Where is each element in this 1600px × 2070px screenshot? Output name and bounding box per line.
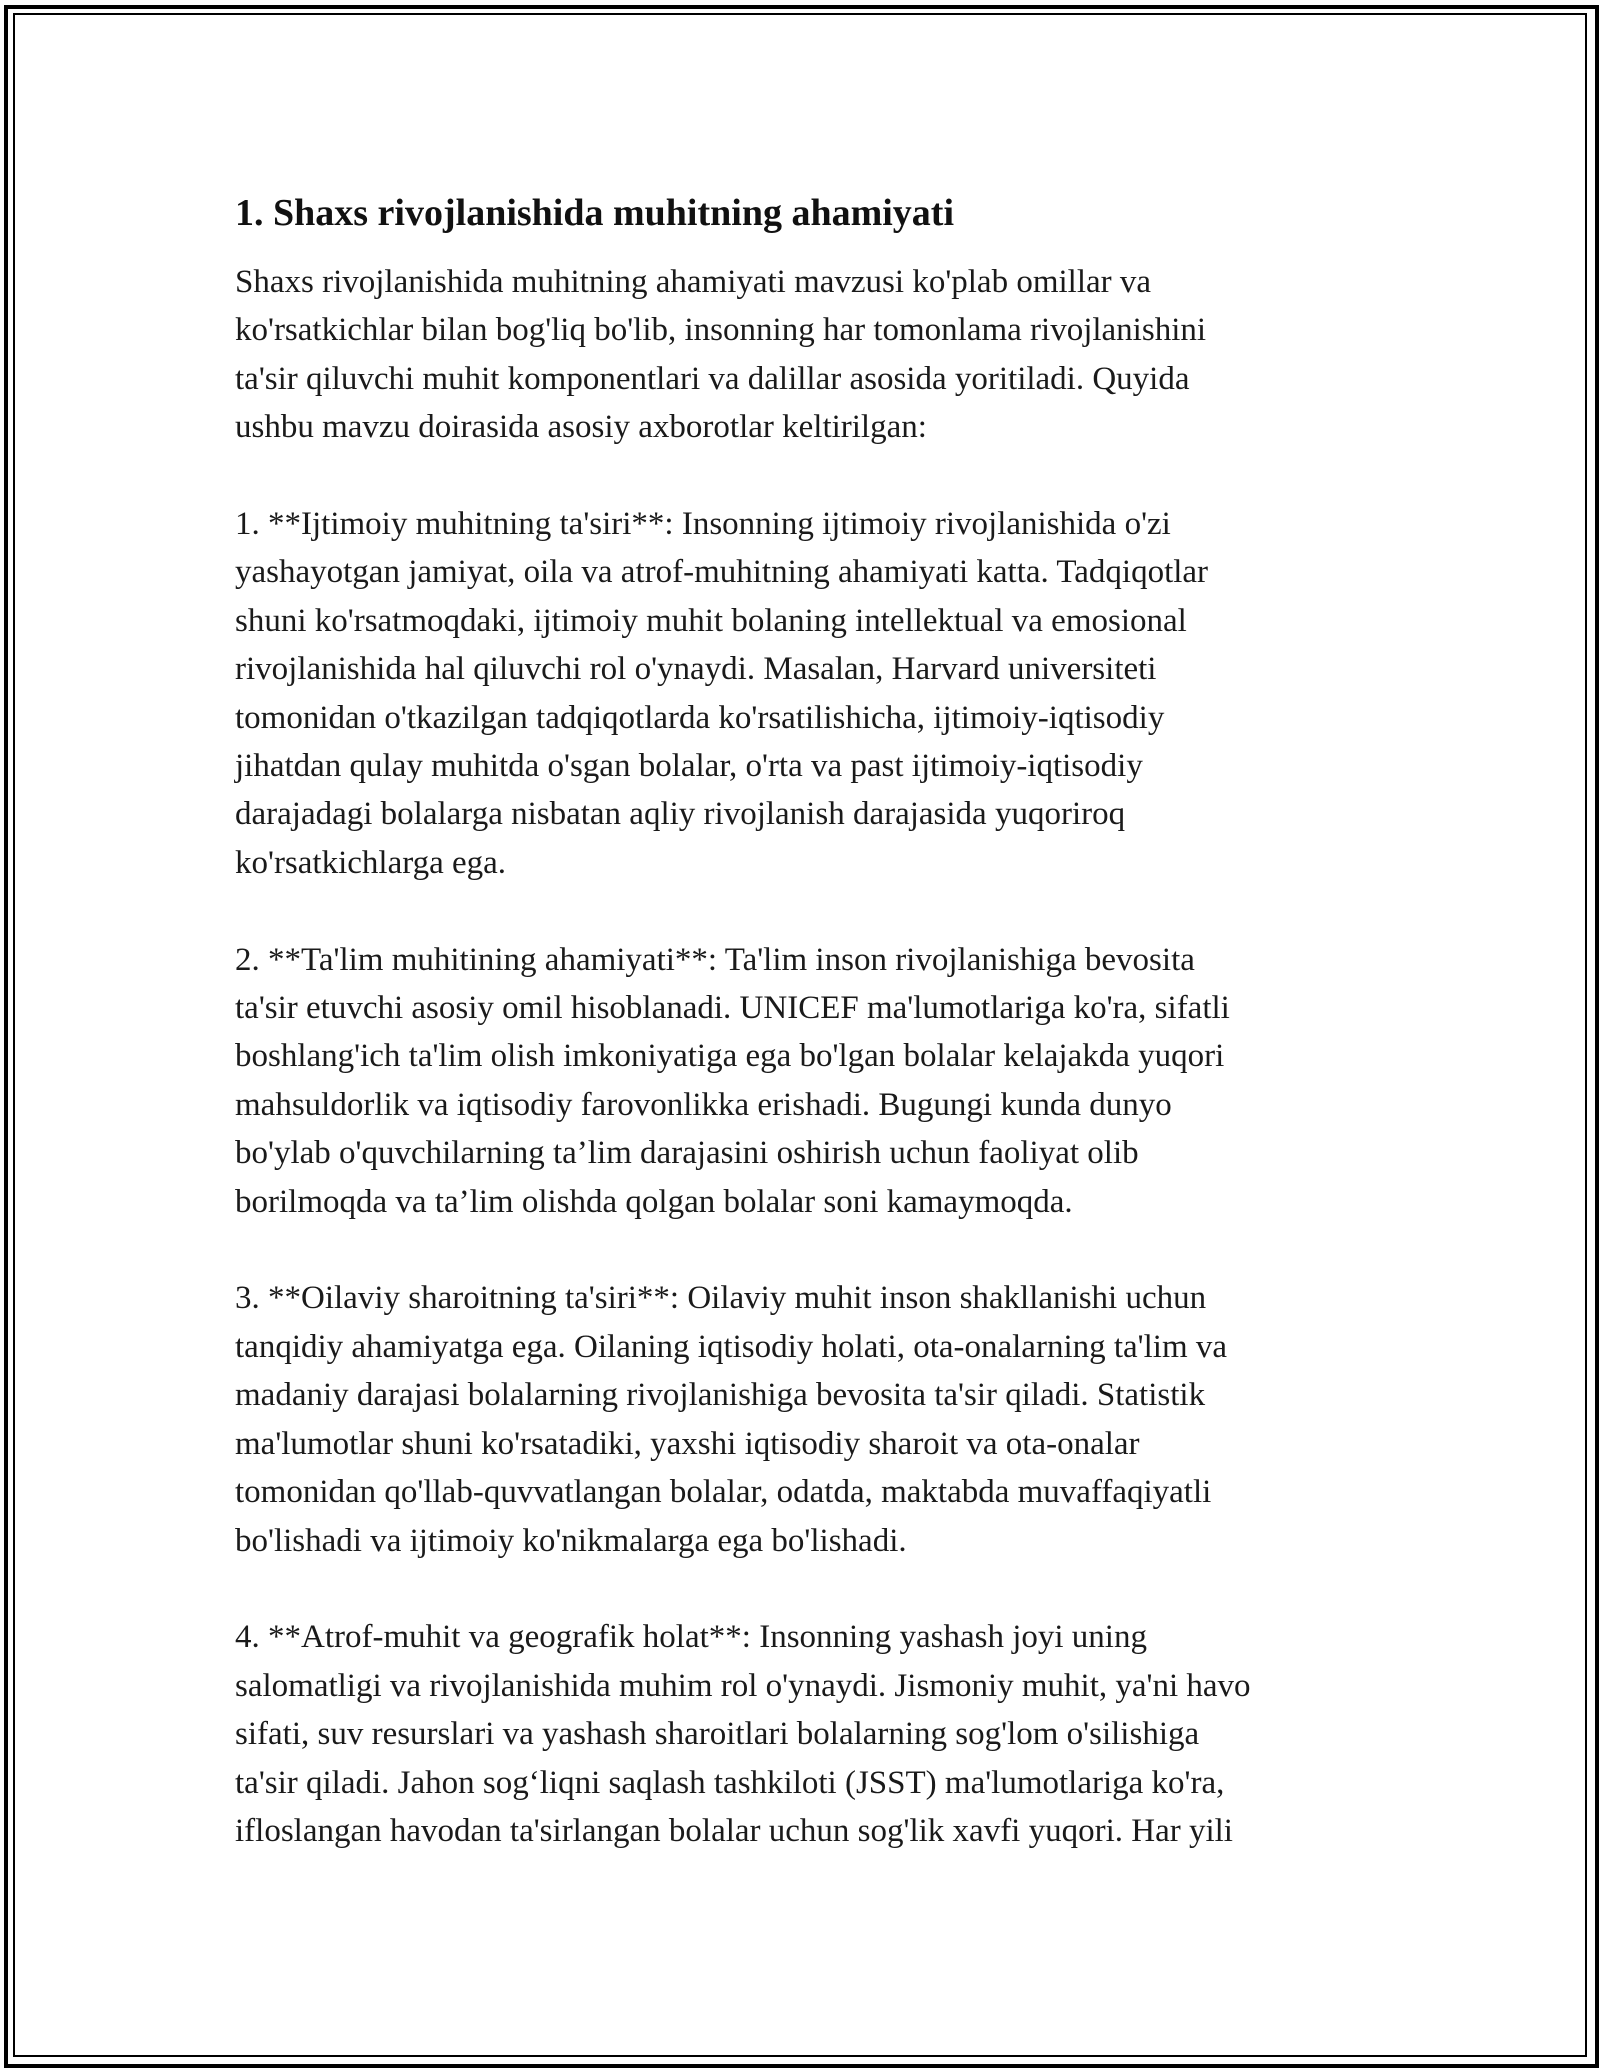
family-conditions-paragraph: 3. **Oilaviy sharoitning ta'siri**: Oilaviy muhit inson shakllanishi uchun tanqidiy ahamiyatga ega. Oilaning iqtisodiy holati, ota-onalarning ta'lim va madaniy darajasi bolalarning rivojlanishiga bevosita ta'sir qiladi. Statistik ma'lumotlar shuni ko'rsatadiki, yaxshi iqtisodiy sharoit va ota-onalar tomonidan qo'llab-quvvatlangan bolalar, odatda, maktabda muvaffaqiyatli bo'lishadi va ijtimoiy ko'nikmalarga ega bo'lishadi. bbox=[235, 1280, 1228, 1559]
document-page bbox=[235, 186, 1385, 1904]
education-environment-paragraph: 2. **Ta'lim muhitining ahamiyati**: Ta'lim inson rivojlanishiga bevosita ta'sir etuvchi asosiy omil hisoblanadi. UNICEF ma'lumotlariga ko'ra, sifatli boshlang'ich ta'lim olish imkoniyatiga ega bo'lgan bolalar kelajakda yuqori mahsuldorlik va iqtisodiy farovonlikka erishadi. Bugungi kunda dunyo bo'ylab o'quvchilarning ta’lim darajasini oshirish uchun faoliyat olib borilmoqda va ta’lim olishda qolgan bolalar soni kamaymoqda. bbox=[235, 941, 1230, 1220]
section-heading: 1. Shaxs rivojlanishida muhitning ahamiyati bbox=[235, 192, 955, 234]
intro-paragraph: Shaxs rivojlanishida muhitning ahamiyati mavzusi ko'plab omillar va ko'rsatkichlar bilan bog'liq bo'lib, insonning har tomonlama rivojlanishini ta'sir qiluvchi muhit komponentlari va dalillar asosida yoritiladi. Quyida ushbu mavzu doirasida asosiy axborotlar keltirilgan: bbox=[235, 264, 1207, 446]
geographic-environment-paragraph: 4. **Atrof-muhit va geografik holat**: Insonning yashash joyi uning salomatligi va rivojlanishida muhim rol o'ynaydi. Jismoniy muhit, ya'ni havo sifati, suv resurslari va yashash sharoitlari bolalarning sog'lom o'silishiga ta'sir qiladi. Jahon sog‘liqni saqlash tashkiloti (JSST) ma'lumotlariga ko'ra, ifloslangan havodan ta'sirlangan bolalar uchun sog'lik xavfi yuqori. Har yili bbox=[235, 1619, 1251, 1849]
social-environment-paragraph: 1. **Ijtimoiy muhitning ta'siri**: Insonning ijtimoiy rivojlanishida o'zi yashayotgan jamiyat, oila va atrof-muhitning ahamiyati katta. Tadqiqotlar shuni ko'rsatmoqdaki, ijtimoiy muhit bolaning intellektual va emosional rivojlanishida hal qiluvchi rol o'ynaydi. Masalan, Harvard universiteti tomonidan o'tkazilgan tadqiqotlarda ko'rsatilishicha, ijtimoiy-iqtisodiy jihatdan qulay muhitda o'sgan bolalar, o'rta va past ijtimoiy-iqtisodiy darajadagi bolalarga nisbatan aqliy rivojlanish darajasida yuqoriroq ko'rsatkichlarga ega. bbox=[235, 506, 1209, 881]
